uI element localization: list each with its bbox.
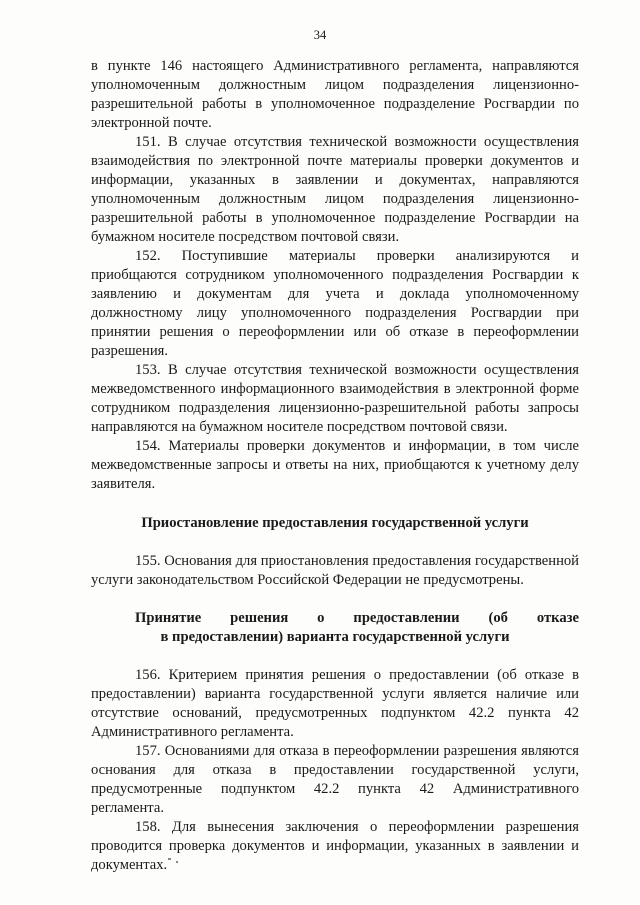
paragraph-152: 152. Поступившие материалы проверки анализируются и приобщаются сотрудником уполномоченного подразделения Росгвардии к заявлению и документам для учета и доклада уполномоченному должностному лицу уполномоченного подразделения Росгвардии при принятии решения о переоформлении или об отказе в переоформлении разрешения. bbox=[91, 248, 579, 359]
section-heading-decision bbox=[91, 609, 579, 647]
paragraph-155: 155. Основания для приостановления предоставления государственной услуги законодательством Российской Федерации не предусмотрены. bbox=[91, 553, 579, 588]
page-body bbox=[91, 57, 579, 875]
scan-speck bbox=[176, 861, 178, 863]
section-heading-decision-line2: в предоставлении) варианта государственной услуги bbox=[160, 629, 510, 645]
paragraph-158: 158. Для вынесения заключения о переоформлении разрешения проводится проверка документов и информации, указанных в заявлении и документах. bbox=[91, 819, 579, 873]
paragraph-154: 154. Материалы проверки документов и информации, в том числе межведомственные запросы и ответы на них, приобщаются к учетному делу заявителя. bbox=[91, 438, 579, 492]
scan-speck bbox=[168, 858, 171, 860]
section-heading-suspension: Приостановление предоставления государственной услуги bbox=[141, 515, 529, 531]
page-number: 34 bbox=[313, 28, 327, 42]
paragraph-156: 156. Критерием принятия решения о предоставлении (об отказе в предоставлении) варианта государственной услуги является наличие или отсутствие оснований, предусмотренных подпунктом 42.2 пункта 42 Административного регламента. bbox=[91, 667, 579, 740]
section-heading-decision-line1: Принятие решения о предоставлении (об отказе bbox=[135, 610, 579, 626]
paragraph-153: 153. В случае отсутствия технической возможности осуществления межведомственного информационного взаимодействия в электронной форме сотрудником подразделения лицензионно-разрешительной работы запросы направляются на бумажном носителе посредством почтовой связи. bbox=[91, 362, 579, 435]
paragraph-150-continuation: в пункте 146 настоящего Административного регламента, направляются уполномоченным должностным лицом подразделения лицензионно-разрешительной работы в уполномоченное подразделение Росгвардии по электронной почте. bbox=[91, 58, 579, 131]
paragraph-151: 151. В случае отсутствия технической возможности осуществления взаимодействия по электронной почте материалы проверки документов и информации, указанных в заявлении и документах, направляются уполномоченным должностным лицом подразделения лицензионно-разрешительной работы в уполномоченное подразделение Росгвардии на бумажном носителе посредством почтовой связи. bbox=[91, 134, 579, 245]
paragraph-157: 157. Основаниями для отказа в переоформлении разрешения являются основания для отказа в предоставлении государственной услуги, предусмотренные подпунктом 42.2 пункта 42 Административного регламента. bbox=[91, 743, 579, 816]
